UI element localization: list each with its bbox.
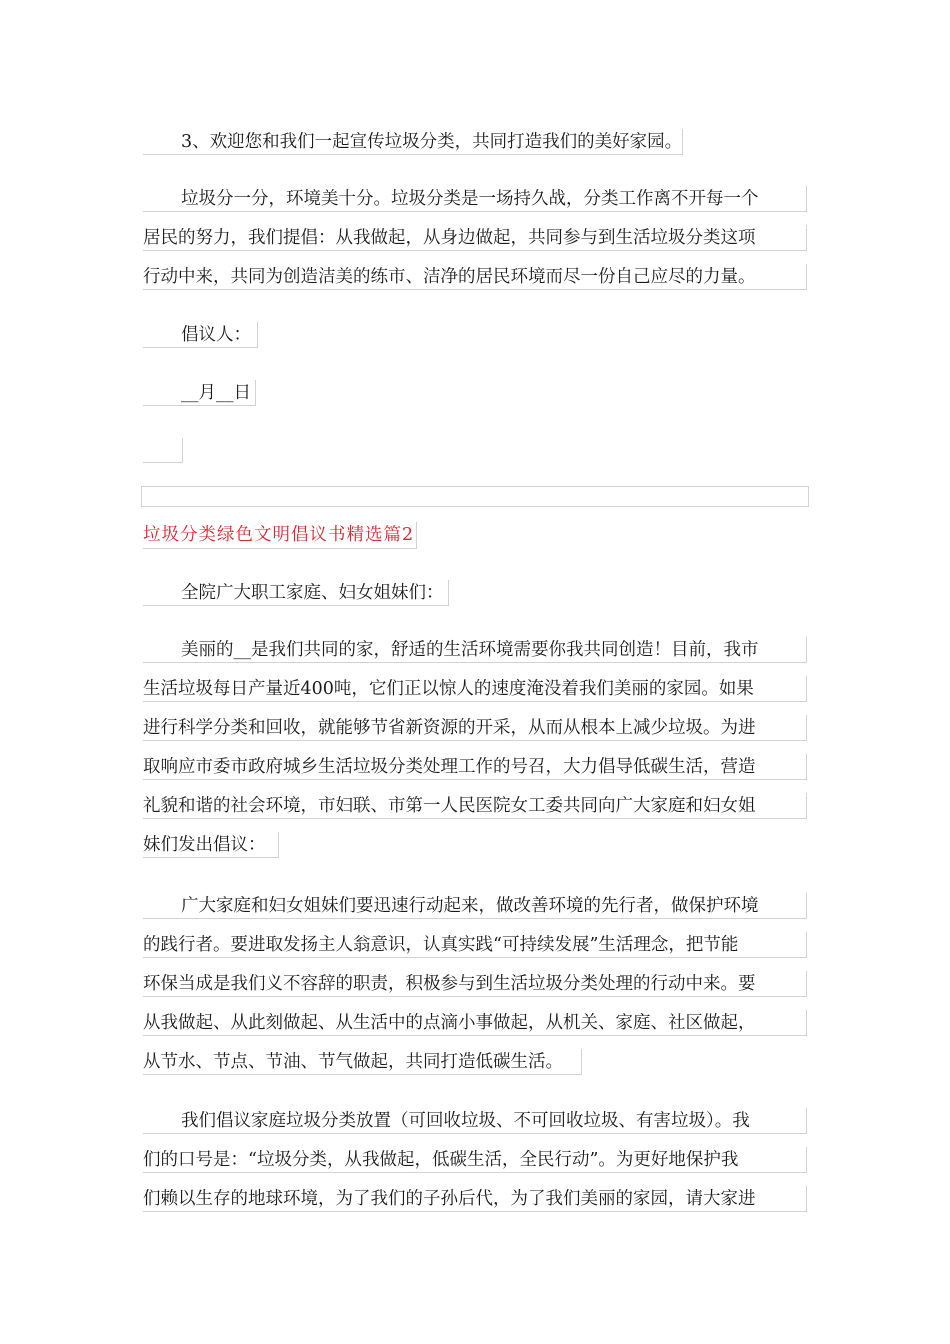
empty-paragraph-box — [143, 438, 183, 463]
section2-paragraph-2 — [143, 893, 807, 1092]
section2-heading: 垃圾分类绿色文明倡议书精选篇2 — [143, 522, 417, 549]
section1-paragraph — [143, 186, 807, 303]
paragraph-line: 生活垃圾每日产量近400吨，它们正以惊人的速度淹没着我们美丽的家园。如果 — [143, 676, 807, 702]
initiator-paragraph — [143, 322, 807, 365]
paragraph-line: 的践行者。要进取发扬主人翁意识，认真实践“可持续发展”生活理念，把节能 — [143, 932, 807, 958]
paragraph-line: 礼貌和谐的社会环境，市妇联、市第一人民医院女工委共同向广大家庭和妇女姐 — [143, 793, 807, 819]
salutation-paragraph — [143, 580, 807, 623]
paragraph-line: 广大家庭和妇女姐妹们要迅速行动起来，做改善环境的先行者，做保护环境 — [143, 893, 807, 919]
paragraph-line: 从我做起、从此刻做起、从生活中的点滴小事做起，从机关、家庭、社区做起， — [143, 1010, 807, 1036]
date-line: __月__日 — [143, 380, 256, 406]
paragraph-line: 从节水、节点、节油、节气做起，共同打造低碳生活。 — [143, 1049, 582, 1075]
paragraph-line: 取响应市委市政府城乡生活垃圾分类处理工作的号召，大力倡导低碳生活，营造 — [143, 754, 807, 780]
paragraph-line: 我们倡议家庭垃圾分类放置（可回收垃圾、不可回收垃圾、有害垃圾）。我 — [143, 1108, 807, 1134]
paragraph-line: 垃圾分一分，环境美十分。垃圾分类是一场持久战，分类工作离不开每一个 — [143, 186, 807, 212]
item-3-line: 3、欢迎您和我们一起宣传垃圾分类，共同打造我们的美好家园。 — [143, 129, 683, 155]
section2-paragraph-1 — [143, 637, 807, 875]
paragraph-line: 环保当成是我们义不容辞的职责，积极参与到生活垃圾分类处理的行动中来。要 — [143, 971, 807, 997]
salutation-line: 全院广大职工家庭、妇女姐妹们： — [143, 580, 449, 606]
initiator-label: 倡议人： — [143, 322, 258, 348]
paragraph-line: 们赖以生存的地球环境，为了我们的子孙后代，为了我们美丽的家园，请大家进 — [143, 1186, 807, 1212]
paragraph-line: 进行科学分类和回收，就能够节省新资源的开采，从而从根本上减少垃圾。为进 — [143, 715, 807, 741]
paragraph-line: 居民的努力，我们提倡：从我做起，从身边做起，共同参与到生活垃圾分类这项 — [143, 225, 807, 251]
paragraph-line: 们的口号是：“垃圾分类，从我做起，低碳生活，全民行动”。为更好地保护我 — [143, 1147, 807, 1173]
section2-paragraph-3 — [143, 1108, 807, 1225]
date-paragraph — [143, 380, 807, 423]
paragraph-line: 行动中来，共同为创造洁美的练市、洁净的居民环境而尽一份自己应尽的力量。 — [143, 264, 807, 290]
paragraph-line: 妹们发出倡议： — [143, 832, 279, 858]
section-divider-box — [141, 486, 809, 507]
paragraph-line: 美丽的__是我们共同的家，舒适的生活环境需要你我共同创造！目前，我市 — [143, 637, 807, 663]
item-3-paragraph — [143, 129, 807, 172]
